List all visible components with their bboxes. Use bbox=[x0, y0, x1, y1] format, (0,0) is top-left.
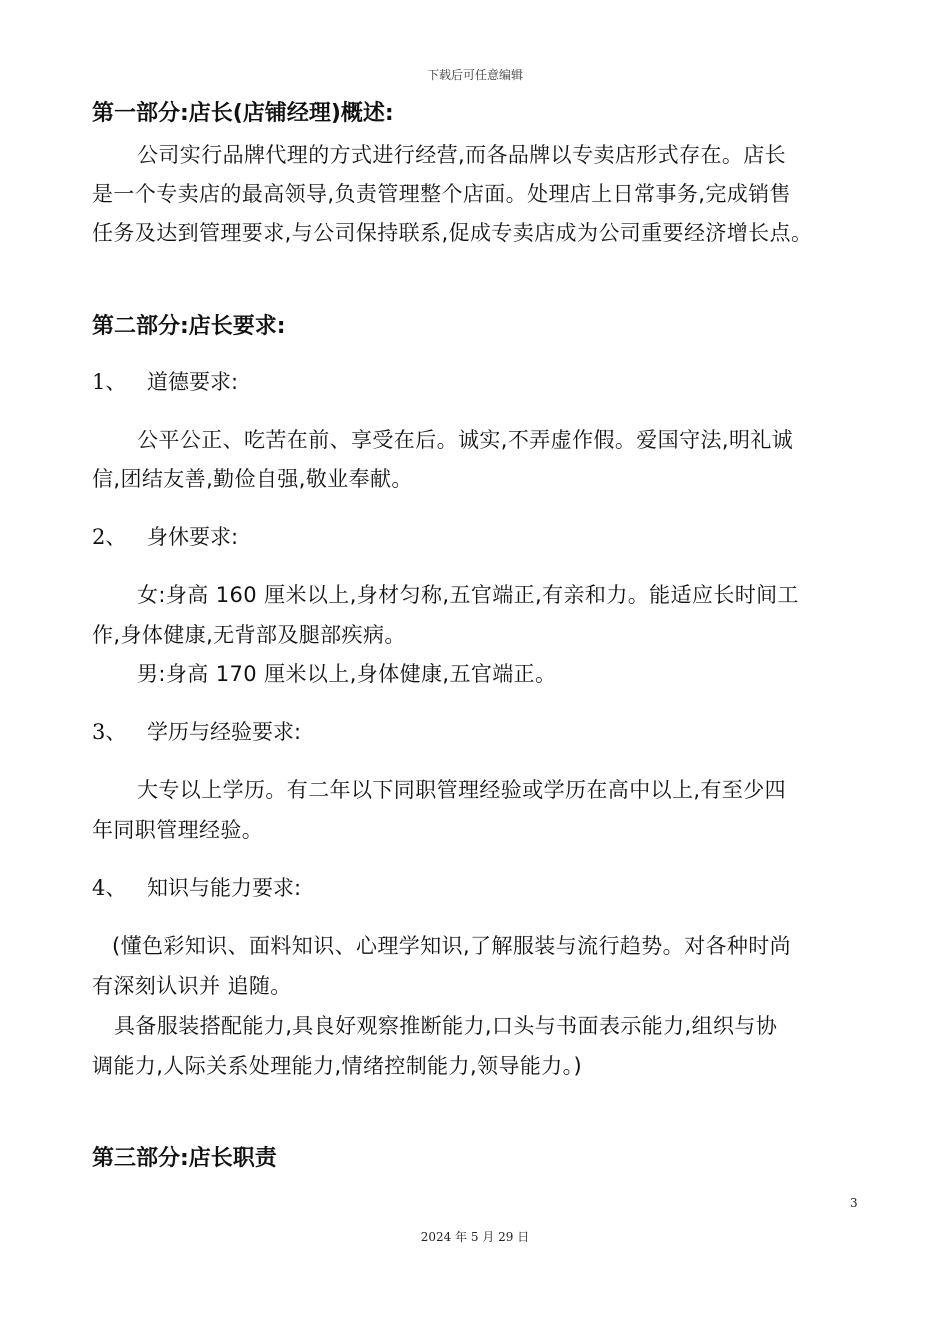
item-label-morality: 道德要求: bbox=[147, 370, 239, 394]
item-text-line: 公平公正、吃苦在前、享受在后。诚实,不弄虚作假。爱国守法,明礼诚 bbox=[137, 428, 794, 452]
item-text-line: 信,团结友善,勤俭自强,敬业奉献。 bbox=[92, 467, 413, 491]
item-number: 3、 bbox=[92, 720, 127, 744]
page-number: 3 bbox=[850, 1196, 858, 1210]
item-text-line: (懂色彩知识、面料知识、心理学知识,了解服装与流行趋势。对各种时尚 bbox=[112, 934, 792, 958]
part2-title: 第二部分:店长要求: bbox=[92, 314, 286, 339]
item-label-physical: 身休要求: bbox=[147, 525, 239, 549]
part1-line: 公司实行品牌代理的方式进行经营,而各品牌以专卖店形式存在。店长 bbox=[137, 143, 787, 167]
item-number: 1、 bbox=[92, 370, 127, 394]
item-text-line: 有深刻认识并 追随。 bbox=[92, 974, 292, 998]
item-text-line: 作,身体健康,无背部及腿部疾病。 bbox=[92, 623, 406, 647]
item-number: 4、 bbox=[92, 876, 127, 900]
part1-line: 是一个专卖店的最高领导,负责管理整个店面。处理店上日常事务,完成销售 bbox=[92, 182, 791, 206]
part1-line: 任务及达到管理要求,与公司保持联系,促成专卖店成为公司重要经济增长点。 bbox=[92, 221, 813, 245]
item-text-line: 女:身高 160 厘米以上,身材匀称,五官端正,有亲和力。能适应长时间工 bbox=[137, 583, 799, 607]
page-header: 下载后可任意编辑 bbox=[426, 68, 523, 82]
footer-date: 2024 年 5 月 29 日 bbox=[420, 1230, 530, 1244]
item-text-line: 具备服装搭配能力,具良好观察推断能力,口头与书面表示能力,组织与协 bbox=[114, 1014, 778, 1038]
part1-title: 第一部分:店长(店铺经理)概述: bbox=[92, 101, 394, 126]
item-text-line: 调能力,人际关系处理能力,情绪控制能力,领导能力。) bbox=[92, 1054, 583, 1078]
item-text-line: 男:身高 170 厘米以上,身体健康,五官端正。 bbox=[137, 662, 557, 686]
item-label-education: 学历与经验要求: bbox=[147, 720, 302, 744]
part3-title: 第三部分:店长职责 bbox=[92, 1146, 277, 1171]
item-text-line: 年同职管理经验。 bbox=[92, 818, 264, 842]
item-label-skills: 知识与能力要求: bbox=[147, 876, 302, 900]
item-text-line: 大专以上学历。有二年以下同职管理经验或学历在高中以上,有至少四 bbox=[137, 778, 787, 802]
item-number: 2、 bbox=[92, 525, 127, 549]
